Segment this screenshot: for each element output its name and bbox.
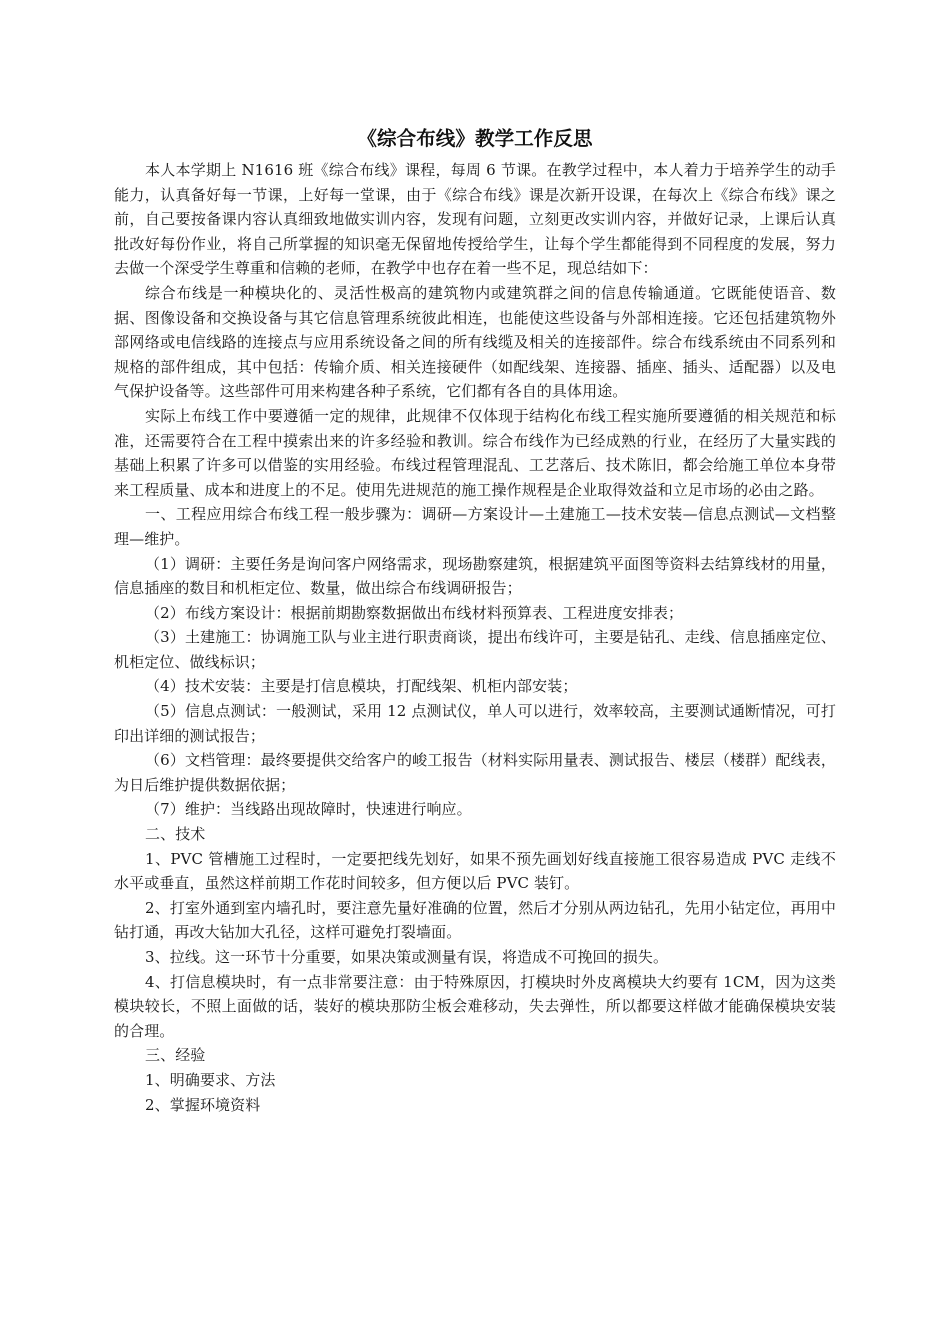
list-item-technique-1: 1、PVC 管槽施工过程时，一定要把线先划好，如果不预先画划好线直接施工很容易造成 PVC 走线不水平或垂直，虽然这样前期工作花时间较多，但方便以后 PVC 装钉。: [114, 849, 836, 893]
paragraph-definition: 综合布线是一种模块化的、灵活性极高的建筑物内或建筑群之间的信息传输通道。它既能使语音、数据、图像设备和交换设备与其它信息管理系统彼此相连，也能使这些设备与外部相连接。它还包括建筑物外部网络或电信线路的连接点与应用系统设备之间的所有线缆及相关的连接部件。综合布线系统由不同系列和规格的部件组成，其中包括：传输介质、相关连接硬件（如配线架、连接器、插座、插头、适配器）以及电气保护设备等。这些部件可用来构建各种子系统，它们都有各自的具体用途。: [114, 283, 836, 401]
list-item-technique-2: 2、打室外通到室内墙孔时，要注意先量好准确的位置，然后才分别从两边钻孔，先用小钻定位，再用中钻打通，再改大钻加大孔径，这样可避免打裂墙面。: [114, 898, 836, 942]
list-item-technique-4: 4、打信息模块时，有一点非常要注意：由于特殊原因，打模块时外皮离模块大约要有 1CM，因为这类模块较长，不照上面做的话，装好的模块那防尘板会难移动，失去弹性，所以都要这样做才能确保模块安装的合理。: [114, 972, 836, 1040]
section-heading-experience: 三、经验: [145, 1046, 206, 1065]
list-item-experience-2: 2、掌握环境资料: [145, 1095, 261, 1114]
list-item-step-3: （3）土建施工：协调施工队与业主进行职责商谈，提出布线许可，主要是钻孔、走线、信息插座定位、机柜定位、做线标识；: [114, 628, 836, 671]
list-item-step-6: （6）文档管理：最终要提供交给客户的峻工报告（材料实际用量表、测试报告、楼层（楼群）配线表，为日后维护提供数据依据；: [114, 751, 836, 794]
list-item-experience-1: 1、明确要求、方法: [145, 1070, 276, 1089]
document-body: [114, 124, 836, 1117]
list-item-step-5: （5）信息点测试：一般测试，采用 12 点测试仪，单人可以进行，效率较高，主要测试通断情况，可打印出详细的测试报告；: [114, 702, 836, 745]
list-item-step-1: （1）调研：主要任务是询问客户网络需求，现场勘察建筑，根据建筑平面图等资料去结算线材的用量，信息插座的数目和机柜定位、数量，做出综合布线调研报告；: [114, 554, 836, 598]
document-title: 《综合布线》教学工作反思: [357, 127, 593, 150]
section-heading-technique: 二、技术: [145, 825, 206, 844]
paragraph-intro: 本人本学期上 N1616 班《综合布线》课程，每周 6 节课。在教学过程中，本人着力于培养学生的动手能力，认真备好每一节课，上好每一堂课，由于《综合布线》课是次新开设课，在每次上《综合布线》课之前，自己要按备课内容认真细致地做实训内容，发现有问题，立刻更改实训内容，并做好记录，上课后认真批改好每份作业，将自己所掌握的知识毫无保留地传授给学生，让每个学生都能得到不同程度的发展，努力去做一个深受学生尊重和信赖的老师，在教学中也存在着一些不足，现总结如下：: [114, 161, 836, 278]
section-heading-steps: 一、工程应用综合布线工程一般步骤为：调研—方案设计—土建施工—技术安装—信息点测试—文档整理—维护。: [114, 505, 836, 548]
list-item-step-7: （7）维护：当线路出现故障时，快速进行响应。: [145, 800, 472, 819]
paragraph-practice: 实际上布线工作中要遵循一定的规律，此规律不仅体现于结构化布线工程实施所要遵循的相关规范和标准，还需要符合在工程中摸索出来的许多经验和教训。综合布线作为已经成熟的行业，在经历了大量实践的基础上积累了许多可以借鉴的实用经验。布线过程管理混乱、工艺落后、技术陈旧，都会给施工单位本身带来工程质量、成本和进度上的不足。使用先进规范的施工操作规程是企业取得效益和立足市场的必由之路。: [114, 406, 836, 499]
list-item-step-4: （4）技术安装：主要是打信息模块，打配线架、机柜内部安装；: [145, 677, 578, 696]
list-item-step-2: （2）布线方案设计：根据前期勘察数据做出布线材料预算表、工程进度安排表；: [145, 603, 684, 622]
list-item-technique-3: 3、拉线。这一环节十分重要，如果决策或测量有误，将造成不可挽回的损失。: [145, 948, 669, 966]
